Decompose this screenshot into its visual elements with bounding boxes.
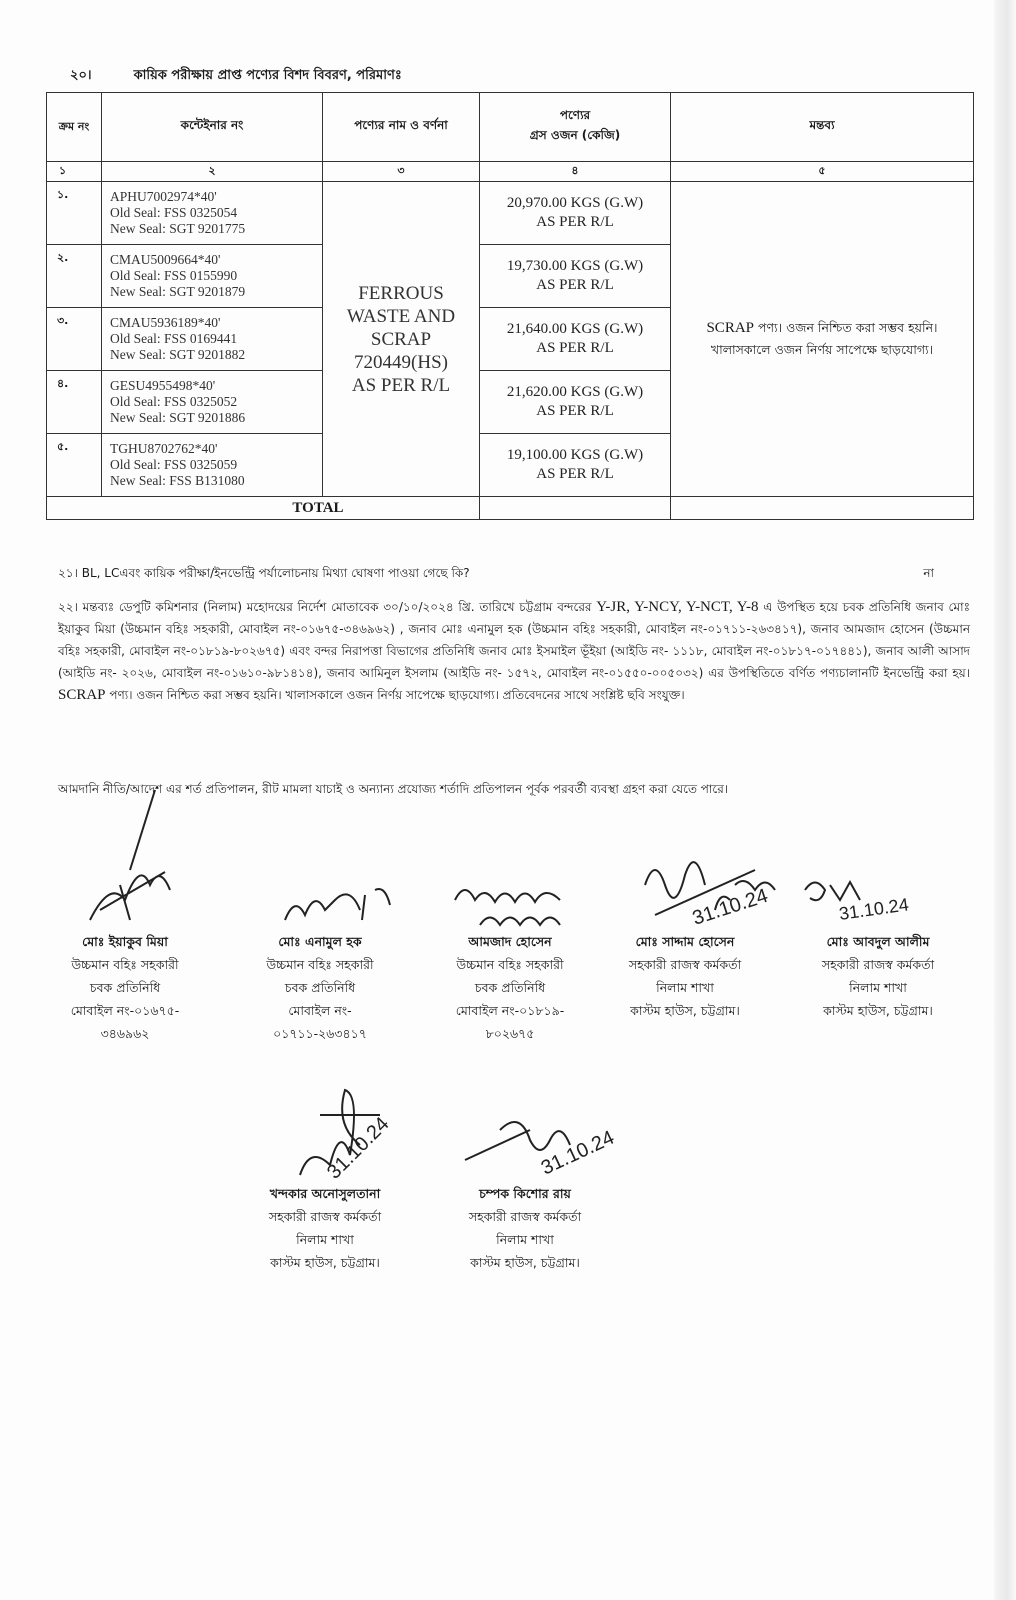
signatory-mobile: মোবাইল নং-০১৮১৯- (455, 1003, 565, 1018)
section-21 (58, 562, 970, 584)
signatory-mobile-cont: ০১৭১১-২৬৩৪১৭ (273, 1026, 367, 1041)
section-22-text-2: এ উপস্থিত হয়ে চবক প্রতিনিধি জনাব মোঃ ইয়াকুব মিয়া (উচ্চমান বহিঃ সহকারী, মোবাইল নং-০১৬৭৫-৩৪৬৯৬২) , জনাব মোঃ এনামুল হক (উচ্চমান বহিঃ সহকারী, মোবাইল নং-০১৭১১-২৬৩৪১৭), জনাব আমজাদ হোসেন (উচ্চমান বহিঃ সহকারী, মোবাইল নং-০১৮১৯-৮০২৬৭৫) এবং বন্দর নিরাপত্তা বিভাগের প্রতিনিধি জনাব মোঃ ইসমাইল ভূঁইয়া (আইডি নং- ১১১৮, মোবাইল নং-০১৮১৭-০১৭৪৪১), জনাব আলী আসাদ (আইডি নং- ২০২৬, মোবাইল নং-০১৬১০-৯৮১৪১৪), জনাব আমিনুল ইসলাম (আইডি নং- ১৫৭২, মোবাইল নং-০১৫৫০-০০৫০৩২) এর উপস্থিতিতে বর্ণিত পণ্যচালানটি ইনভেন্ট্রি করা হয়। (58, 600, 970, 680)
weight-cell (480, 182, 671, 245)
container-number: APHU7002974*40' (110, 188, 217, 204)
gross-weight: 21,640.00 KGS (G.W) (506, 321, 644, 337)
row-serial: ২. (47, 245, 102, 308)
svg-text:31.10.24: 31.10.24 (689, 884, 771, 930)
section-22-text-1: মন্তব্যঃ ডেপুটি কমিশনার (নিলাম) মহোদয়ের নির্দেশ মোতাবেক ৩০/১০/২০২৪ খ্রি. তারিখে চট্টগ্রাম বন্দরের (82, 600, 597, 614)
weight-note: AS PER R/L (536, 340, 614, 356)
container-cell (102, 245, 323, 308)
description-line: SCRAP (370, 328, 432, 350)
signatory-org: চবক প্রতিনিধি (89, 980, 161, 995)
old-seal: Old Seal: FSS 0325052 (110, 393, 238, 409)
signatory-name: চম্পক কিশোর রায় (479, 1186, 571, 1201)
colnum-5: ৫ (671, 162, 974, 182)
section-22-yards: Y-JR, Y-NCY, Y-NCT, Y-8 (596, 599, 759, 615)
header-container: কন্টেইনার নং (102, 93, 323, 162)
container-number: CMAU5009664*40' (110, 251, 221, 267)
svg-text:31.10.24: 31.10.24 (537, 1126, 618, 1180)
section-21-answer: না (923, 566, 934, 580)
signature-scrawl-5 (800, 870, 950, 934)
signatory-mobile-cont: ৮০২৬৭৫ (485, 1026, 535, 1041)
signatory-name: খন্দকার অনোসুলতানা (269, 1186, 381, 1201)
description-cell (323, 182, 480, 497)
total-row (47, 497, 974, 520)
container-cell (102, 434, 323, 497)
remarks-line2: খালাসকালে ওজন নির্ণয় সাপেক্ষে ছাড়যোগ্য। (710, 342, 934, 357)
signatory-mobile: মোবাইল নং- (288, 1003, 352, 1018)
signatory-name: মোঃ এনামুল হক (278, 934, 362, 949)
total-label: TOTAL (47, 497, 480, 520)
old-seal: Old Seal: FSS 0325059 (110, 456, 238, 472)
colnum-4: ৪ (480, 162, 671, 182)
section-22-scrap: SCRAP (58, 687, 106, 703)
section-22-number: ২২। (58, 600, 78, 614)
signatory-name: মোঃ আবদুল আলীম (826, 934, 930, 949)
old-seal: Old Seal: FSS 0325054 (110, 204, 238, 220)
signature-scrawl-4 (635, 845, 785, 939)
column-number-row (47, 162, 974, 182)
signature-scrawl-1 (70, 790, 180, 934)
signatory-name: মোঃ ইয়াকুব মিয়া (82, 934, 168, 949)
section-22-text-3: পণ্য। ওজন নিশ্চিত করা সম্ভব হয়নি। খালাসকালে ওজন নির্ণয় সাপেক্ষে ছাড়যোগ্য। প্রতিবেদনের সাথে সংশ্লিষ্ট ছবি সংযুক্ত। (105, 688, 685, 702)
signatory-name: আমজাদ হোসেন (468, 934, 552, 949)
signatory-designation: সহকারী রাজস্ব কর্মকর্তা (468, 1209, 582, 1224)
container-cell (102, 308, 323, 371)
section-21-question-en: BL, LC (81, 566, 120, 580)
description-line: FERROUS (358, 282, 444, 304)
svg-text:31.10.24: 31.10.24 (837, 894, 910, 924)
signatory-block (430, 1182, 620, 1274)
signatory-designation: সহকারী রাজস্ব কর্মকর্তা (268, 1209, 382, 1224)
signatory-org: চবক প্রতিনিধি (474, 980, 546, 995)
header-weight (480, 93, 671, 162)
weight-cell (480, 434, 671, 497)
total-weight (480, 497, 671, 520)
total-remarks (671, 497, 974, 520)
weight-cell (480, 245, 671, 308)
goods-table (46, 92, 974, 520)
signature-scrawl-7 (460, 1100, 640, 1184)
remarks-scrap: SCRAP (706, 320, 754, 336)
description-line: 720449(HS) (354, 351, 448, 373)
signatory-designation: সহকারী রাজস্ব কর্মকর্তা (628, 957, 742, 972)
new-seal: New Seal: SGT 9201879 (110, 283, 246, 299)
container-number: CMAU5936189*40' (110, 314, 221, 330)
gross-weight: 20,970.00 KGS (G.W) (506, 195, 644, 211)
gross-weight: 19,730.00 KGS (G.W) (506, 258, 644, 274)
page-edge (994, 0, 1016, 1600)
row-serial: ১. (47, 182, 102, 245)
new-seal: New Seal: SGT 9201886 (110, 409, 246, 425)
signatory-org: নিলাম শাখা (296, 1232, 354, 1247)
weight-note: AS PER R/L (536, 214, 614, 230)
signatory-designation: উচ্চমান বহিঃ সহকারী (71, 957, 179, 972)
description-line: AS PER R/L (351, 374, 451, 396)
header-description: পণ্যের নাম ও বর্ণনা (323, 93, 480, 162)
weight-cell (480, 308, 671, 371)
colnum-3: ৩ (323, 162, 480, 182)
remarks-line1: পণ্য। ওজন নিশ্চিত করা সম্ভব হয়নি। (754, 320, 938, 335)
section-21-question-text: এবং কায়িক পরীক্ষা/ইনভেন্ট্রি পর্যালোচনায় মিথ্যা ঘোষণা পাওয়া গেছে কি? (119, 566, 470, 580)
signatory-block (30, 930, 220, 1045)
signatory-block (415, 930, 605, 1045)
colnum-1: ১ (47, 162, 102, 182)
gross-weight: 21,620.00 KGS (G.W) (506, 384, 644, 400)
signatory-block (783, 930, 973, 1022)
container-number: TGHU8702762*40' (110, 440, 218, 456)
old-seal: Old Seal: FSS 0155990 (110, 267, 238, 283)
table-header-row (47, 93, 974, 162)
signatory-org: নিলাম শাখা (656, 980, 714, 995)
signature-scrawl-2 (280, 880, 400, 934)
description-line: WASTE AND (346, 305, 456, 327)
remarks-cell (671, 182, 974, 497)
section-20-title: কায়িক পরীক্ষায় প্রাপ্ত পণ্যের বিশদ বিবরণ, পরিমাণঃ (133, 68, 402, 83)
recommendation: আমদানি নীতি/আদেশ এর শর্ত প্রতিপালন, রীট মামলা যাচাই ও অন্যান্য প্রযোজ্য শর্তাদি প্রতিপালন পূর্বক পরবর্তী ব্যবস্থা গ্রহণ করা যেতে পারে। (58, 782, 729, 796)
section-21-number: ২১। (58, 566, 78, 580)
weight-note: AS PER R/L (536, 277, 614, 293)
signatory-designation: সহকারী রাজস্ব কর্মকর্তা (821, 957, 935, 972)
signatory-org: চবক প্রতিনিধি (284, 980, 356, 995)
section-20-number: ২০। (70, 68, 92, 83)
section-22-remarks (58, 596, 970, 706)
container-cell (102, 182, 323, 245)
weight-cell (480, 371, 671, 434)
signatory-org: নিলাম শাখা (496, 1232, 554, 1247)
weight-note: AS PER R/L (536, 466, 614, 482)
header-weight-line1: পণ্যের (559, 108, 591, 122)
section-20-heading (70, 66, 402, 87)
signatory-designation: উচ্চমান বহিঃ সহকারী (456, 957, 564, 972)
signatory-mobile: মোবাইল নং-০১৬৭৫- (70, 1003, 180, 1018)
signatory-office: কাস্টম হাউস, চট্টগ্রাম। (470, 1255, 580, 1270)
header-weight-line2: গ্রস ওজন (কেজি) (529, 128, 621, 142)
container-cell (102, 371, 323, 434)
row-serial: ৪. (47, 371, 102, 434)
signatory-org: নিলাম শাখা (849, 980, 907, 995)
svg-text:31.10.24: 31.10.24 (322, 1112, 394, 1184)
row-serial: ৩. (47, 308, 102, 371)
colnum-2: ২ (102, 162, 323, 182)
signatory-office: কাস্টম হাউস, চট্টগ্রাম। (823, 1003, 933, 1018)
weight-note: AS PER R/L (536, 403, 614, 419)
gross-weight: 19,100.00 KGS (G.W) (506, 447, 644, 463)
signatory-name: মোঃ সাদ্দাম হোসেন (635, 934, 735, 949)
signatory-designation: উচ্চমান বহিঃ সহকারী (266, 957, 374, 972)
section-21-question (58, 562, 470, 584)
header-remarks: মন্তব্য (671, 93, 974, 162)
new-seal: New Seal: SGT 9201775 (110, 220, 246, 236)
table-row (47, 182, 974, 245)
signatory-block (225, 930, 415, 1045)
header-serial: ক্রম নং (47, 93, 102, 162)
old-seal: Old Seal: FSS 0169441 (110, 330, 238, 346)
signature-scrawl-6 (290, 1085, 420, 1189)
row-serial: ৫. (47, 434, 102, 497)
new-seal: New Seal: FSS B131080 (110, 472, 245, 488)
signatory-block (230, 1182, 420, 1274)
container-number: GESU4955498*40' (110, 377, 216, 393)
new-seal: New Seal: SGT 9201882 (110, 346, 246, 362)
signatory-office: কাস্টম হাউস, চট্টগ্রাম। (270, 1255, 380, 1270)
signatory-mobile-cont: ৩৪৬৯৬২ (100, 1026, 150, 1041)
signatory-block (590, 930, 780, 1022)
signatory-office: কাস্টম হাউস, চট্টগ্রাম। (630, 1003, 740, 1018)
